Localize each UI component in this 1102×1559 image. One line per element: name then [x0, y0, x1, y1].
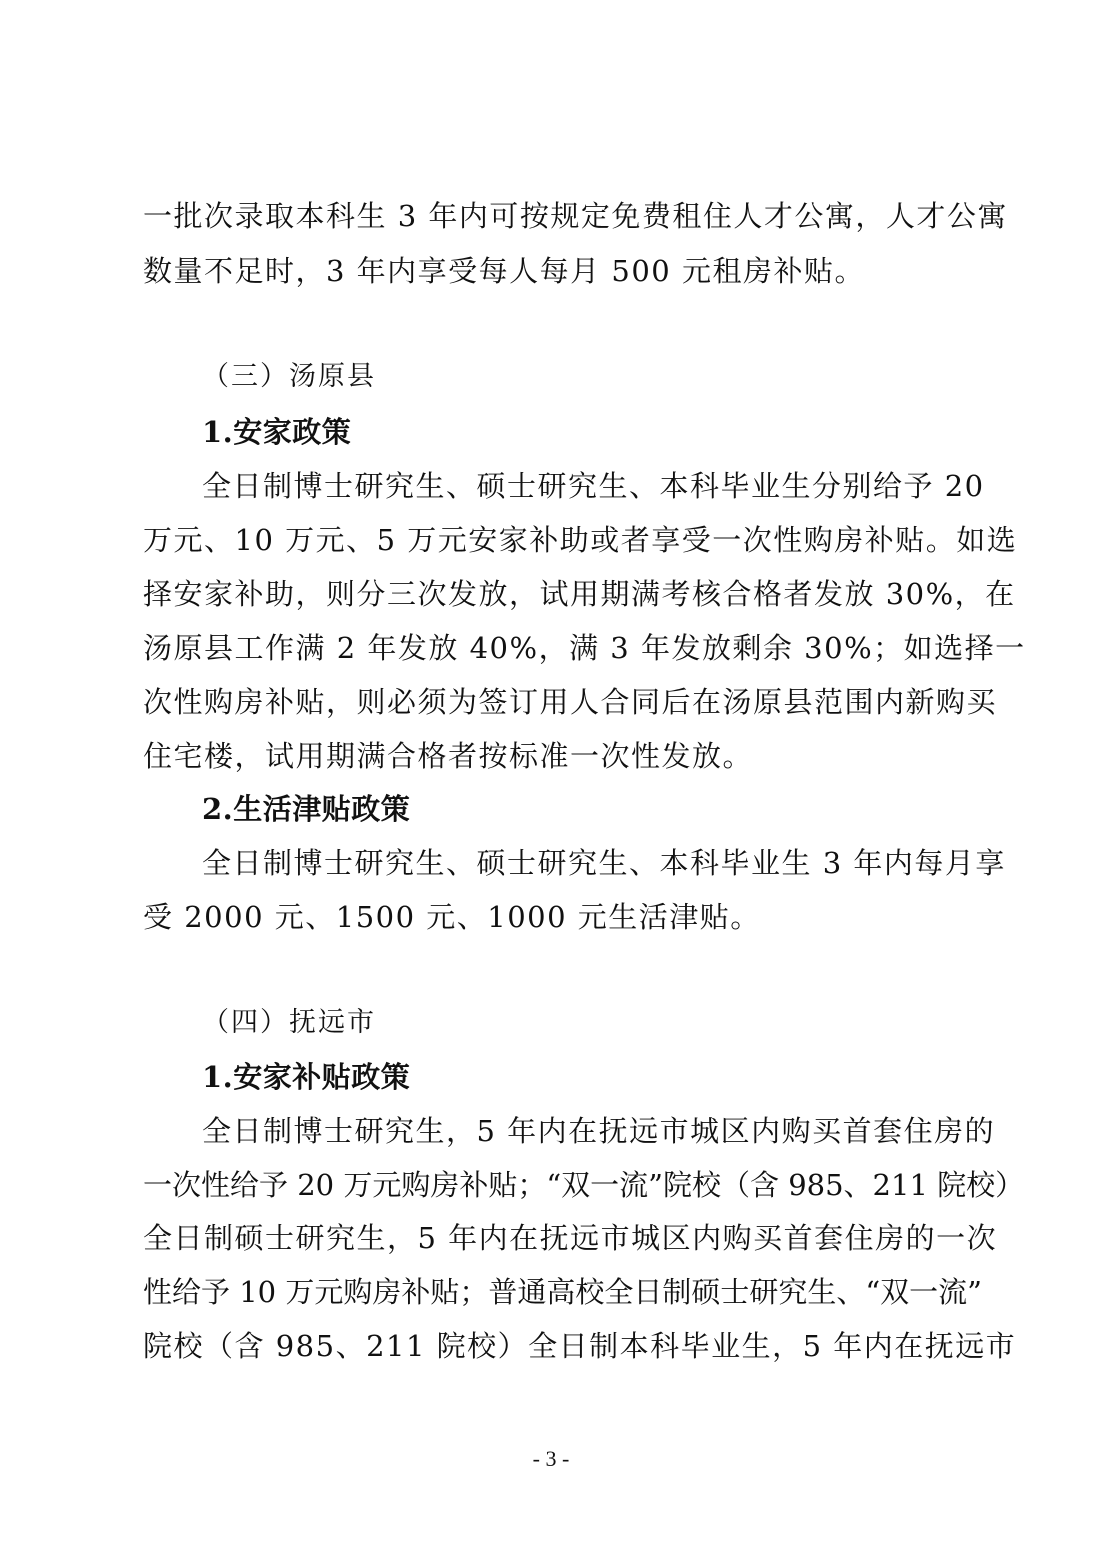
paragraph-line: 择安家补助，则分三次发放，试用期满考核合格者发放 30%，在: [143, 577, 1016, 611]
section-heading-fuyuan: （四）抚远市: [202, 1007, 376, 1038]
paragraph-line: 院校（含 985、211 院校）全日制本科毕业生，5 年内在抚远市: [143, 1329, 1017, 1363]
paragraph-line: 次性购房补贴，则必须为签订用人合同后在汤原县范围内新购买: [143, 685, 998, 719]
paragraph-line: 汤原县工作满 2 年发放 40%，满 3 年发放剩余 30%；如选择一: [143, 631, 1026, 665]
paragraph-line: 全日制博士研究生、硕士研究生、本科毕业生 3 年内每月享: [202, 846, 1006, 880]
intro-line-1: 一批次录取本科生 3 年内可按规定免费租住人才公寓，人才公寓: [143, 199, 1008, 233]
paragraph-line: 一次性给予 20 万元购房补贴；“双一流”院校（含 985、211 院校）: [143, 1168, 1025, 1202]
subheading-settlement-policy: 1.安家政策: [202, 415, 352, 449]
page-number: - 3 -: [532, 1446, 570, 1471]
subheading-living-allowance-policy: 2.生活津贴政策: [202, 792, 411, 826]
subheading-settlement-subsidy-policy: 1.安家补贴政策: [202, 1060, 411, 1094]
section-heading-tangyuan: （三）汤原县: [202, 361, 376, 392]
paragraph-line: 全日制博士研究生、硕士研究生、本科毕业生分别给予 20: [202, 469, 985, 503]
paragraph-line: 性给予 10 万元购房补贴；普通高校全日制硕士研究生、“双一流”: [143, 1275, 982, 1309]
paragraph-line: 万元、10 万元、5 万元安家补助或者享受一次性购房补贴。如选: [143, 523, 1018, 557]
intro-line-2: 数量不足时，3 年内享受每人每月 500 元租房补贴。: [143, 254, 865, 288]
paragraph-line: 全日制博士研究生，5 年内在抚远市城区内购买首套住房的: [202, 1114, 996, 1148]
paragraph-line: 受 2000 元、1500 元、1000 元生活津贴。: [143, 900, 761, 934]
paragraph-line: 全日制硕士研究生，5 年内在抚远市城区内购买首套住房的一次: [143, 1221, 998, 1255]
paragraph-line: 住宅楼，试用期满合格者按标准一次性发放。: [143, 739, 754, 773]
